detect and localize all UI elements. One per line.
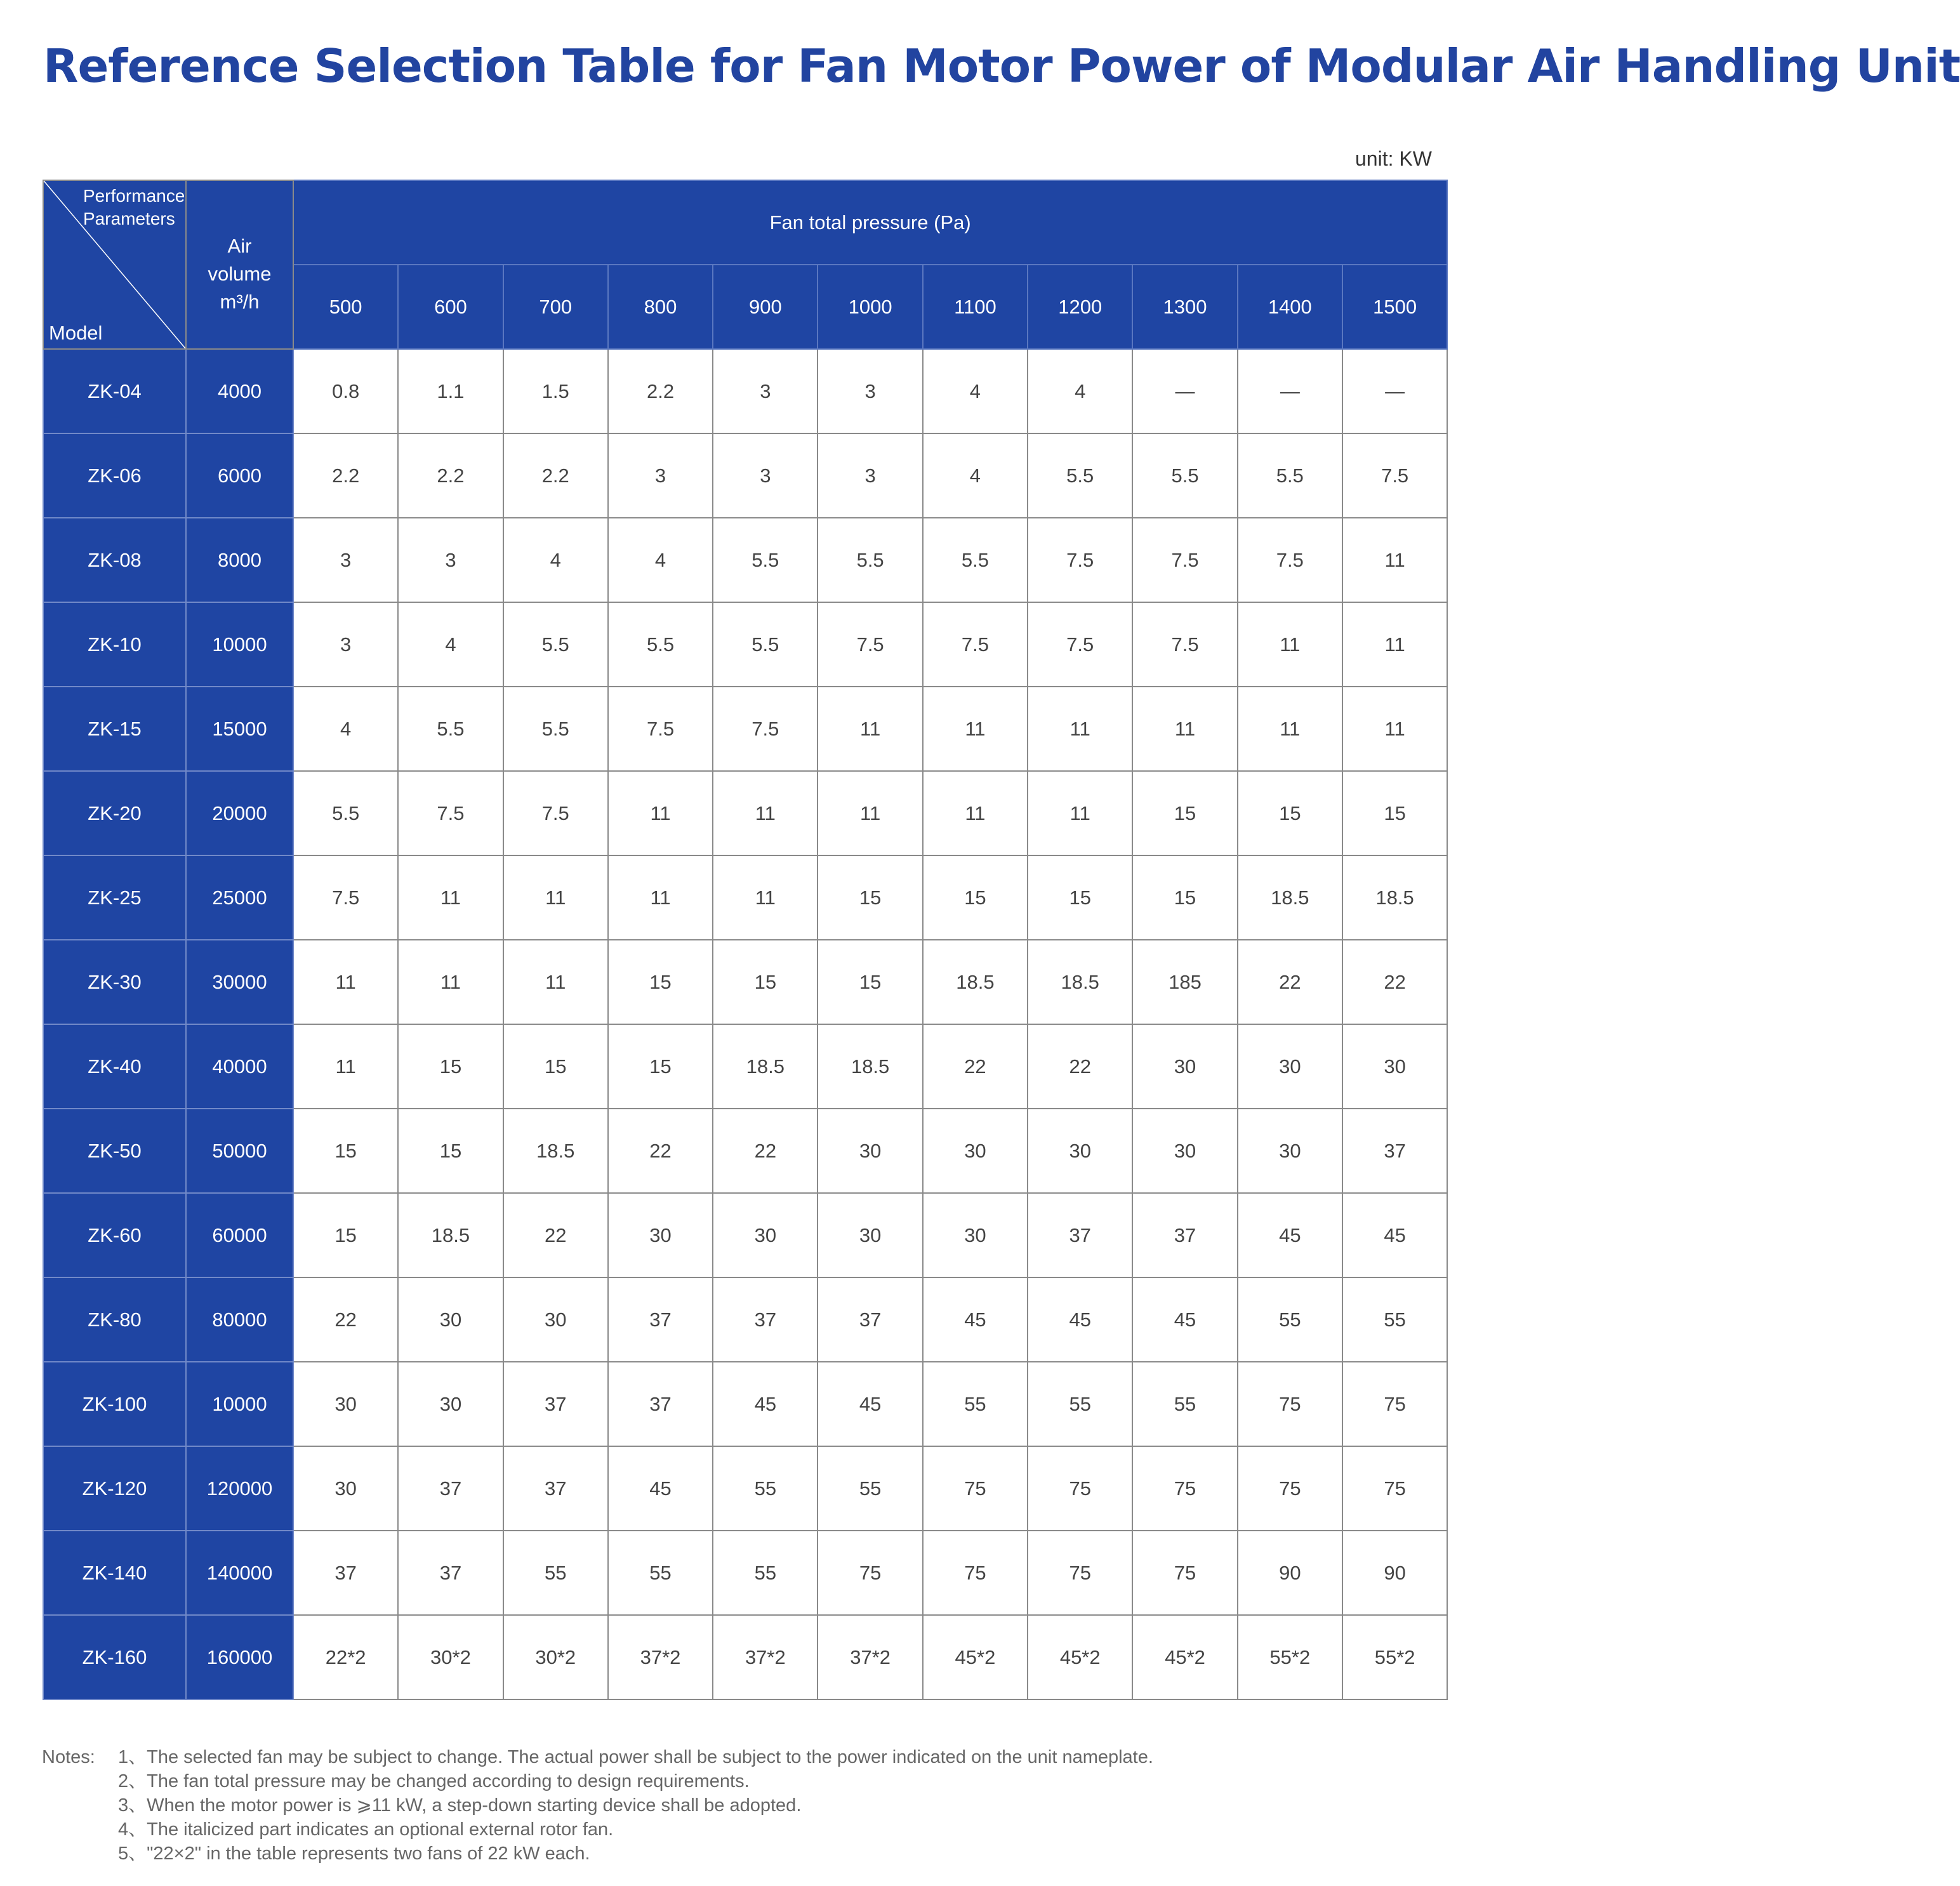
air-volume-cell: 10000 [186,602,293,687]
model-cell: ZK-25 [43,855,186,940]
power-cell: 22 [293,1277,398,1362]
power-cell: 55 [1342,1277,1447,1362]
power-cell: 18.5 [503,1109,608,1193]
power-cell: 30*2 [398,1615,503,1699]
table-row [43,940,1447,1024]
power-cell: 30 [1238,1024,1342,1109]
model-cell: ZK-30 [43,940,186,1024]
power-cell: 4 [398,602,503,687]
air-volume-cell: 10000 [186,1362,293,1446]
power-cell: 11 [608,855,713,940]
power-cell: 11 [1342,602,1447,687]
power-cell: 11 [818,687,922,771]
power-cell: 7.5 [1132,602,1237,687]
power-cell: 3 [293,602,398,687]
power-cell: 55 [503,1531,608,1615]
power-cell: 7.5 [1342,433,1447,518]
power-cell: 2.2 [503,433,608,518]
table-row [43,1362,1447,1446]
power-cell: 18.5 [713,1024,818,1109]
power-cell: 55 [1132,1362,1237,1446]
table-row [43,1615,1447,1699]
power-cell: 55 [1028,1362,1132,1446]
power-cell: — [1342,349,1447,433]
power-cell: 2.2 [293,433,398,518]
page-title: Reference Selection Table for Fan Motor Power of Modular Air Handling Unit [43,39,1960,93]
power-cell: 11 [713,771,818,855]
table-row [43,1446,1447,1531]
corner-header-cell [43,180,186,349]
air-volume-cell: 120000 [186,1446,293,1531]
air-volume-cell: 50000 [186,1109,293,1193]
table-row [43,1024,1447,1109]
power-cell: 37 [1028,1193,1132,1277]
power-cell: 55*2 [1342,1615,1447,1699]
power-cell: 11 [1238,687,1342,771]
model-cell: ZK-160 [43,1615,186,1699]
power-cell: 75 [1028,1446,1132,1531]
pressure-col-header: 1200 [1028,265,1132,349]
table-row [43,518,1447,602]
power-cell: 30 [398,1362,503,1446]
power-cell: 75 [1238,1362,1342,1446]
power-cell: 4 [293,687,398,771]
model-cell: ZK-10 [43,602,186,687]
power-cell: 15 [1132,855,1237,940]
table-row [43,687,1447,771]
power-cell: 7.5 [923,602,1028,687]
power-cell: 30 [398,1277,503,1362]
power-cell: 7.5 [818,602,922,687]
selection-table [43,180,1448,1700]
power-cell: 5.5 [1028,433,1132,518]
power-cell: 4 [1028,349,1132,433]
power-cell: 7.5 [1028,602,1132,687]
corner-performance-label: Performance Parameters [83,186,185,228]
power-cell: 11 [608,771,713,855]
model-cell: ZK-100 [43,1362,186,1446]
power-cell: 2.2 [398,433,503,518]
power-cell: 5.5 [818,518,922,602]
power-cell: 11 [1342,687,1447,771]
notes-label: Notes: [42,1747,95,1767]
model-cell: ZK-120 [43,1446,186,1531]
power-cell: 3 [818,349,922,433]
unit-label: unit: KW [1355,147,1432,170]
power-cell: 37 [713,1277,818,1362]
power-cell: 5.5 [608,602,713,687]
power-cell: 75 [1342,1446,1447,1531]
model-cell: ZK-04 [43,349,186,433]
pressure-col-header: 1300 [1132,265,1237,349]
power-cell: 15 [503,1024,608,1109]
power-cell: 5.5 [398,687,503,771]
power-cell: 55 [818,1446,922,1531]
power-cell: 18.5 [818,1024,922,1109]
power-cell: 45 [923,1277,1028,1362]
power-cell: 7.5 [713,687,818,771]
table-row [43,602,1447,687]
power-cell: 7.5 [293,855,398,940]
air-volume-cell: 20000 [186,771,293,855]
power-cell: 45 [1238,1193,1342,1277]
power-cell: 15 [923,855,1028,940]
power-cell: 37*2 [608,1615,713,1699]
power-cell: 3 [713,433,818,518]
power-cell: 11 [293,1024,398,1109]
power-cell: 11 [923,771,1028,855]
power-cell: 11 [923,687,1028,771]
power-cell: 7.5 [1028,518,1132,602]
model-cell: ZK-140 [43,1531,186,1615]
power-cell: 30 [818,1109,922,1193]
power-cell: 15 [608,940,713,1024]
power-cell: 15 [818,855,922,940]
power-cell: 37 [608,1362,713,1446]
power-cell: 37 [293,1531,398,1615]
air-volume-cell: 15000 [186,687,293,771]
power-cell: 30 [503,1277,608,1362]
note-item: 4、The italicized part indicates an optional external rotor fan. [118,1819,614,1840]
power-cell: 45 [608,1446,713,1531]
power-cell: 11 [503,855,608,940]
power-cell: 30 [818,1193,922,1277]
model-cell: ZK-20 [43,771,186,855]
power-cell: 45*2 [1132,1615,1237,1699]
note-item: 1、The selected fan may be subject to change. The actual power shall be subject to the power indicated on the unit nameplate. [118,1747,1153,1767]
pressure-col-header: 1100 [923,265,1028,349]
power-cell: 37 [398,1531,503,1615]
note-item: 2、The fan total pressure may be changed according to design requirements. [118,1771,750,1791]
power-cell: 3 [713,349,818,433]
power-cell: 22*2 [293,1615,398,1699]
air-volume-cell: 160000 [186,1615,293,1699]
power-cell: 15 [1028,855,1132,940]
power-cell: 75 [1132,1531,1237,1615]
power-cell: 90 [1238,1531,1342,1615]
power-cell: — [1132,349,1237,433]
power-cell: 75 [923,1531,1028,1615]
power-cell: 22 [713,1109,818,1193]
power-cell: 5.5 [1238,433,1342,518]
power-cell: 1.5 [503,349,608,433]
pressure-col-header: 1500 [1342,265,1447,349]
power-cell: 11 [818,771,922,855]
power-cell: 45 [713,1362,818,1446]
table-row [43,771,1447,855]
power-cell: 11 [398,855,503,940]
power-cell: 30 [923,1193,1028,1277]
table-body [43,349,1447,1699]
pressure-col-header: 900 [713,265,818,349]
model-cell: ZK-80 [43,1277,186,1362]
power-cell: 30 [608,1193,713,1277]
pressure-col-header: 800 [608,265,713,349]
table-row [43,1277,1447,1362]
power-cell: 45*2 [923,1615,1028,1699]
power-cell: 30 [293,1446,398,1531]
power-cell: 22 [1028,1024,1132,1109]
power-cell: 5.5 [293,771,398,855]
table-row [43,1193,1447,1277]
table-row [43,1531,1447,1615]
power-cell: 30 [1028,1109,1132,1193]
power-cell: 22 [503,1193,608,1277]
air-volume-cell: 4000 [186,349,293,433]
power-cell: 37*2 [713,1615,818,1699]
note-item: 3、When the motor power is ⩾11 kW, a step-down starting device shall be adopted. [118,1795,802,1816]
power-cell: 15 [398,1024,503,1109]
power-cell: 1.1 [398,349,503,433]
power-cell: 5.5 [713,602,818,687]
pressure-col-header: 500 [293,265,398,349]
power-cell: 15 [1132,771,1237,855]
corner-model-label: Model [49,322,103,344]
power-cell: 37 [608,1277,713,1362]
power-cell: 55 [713,1446,818,1531]
power-cell: 30 [1238,1109,1342,1193]
power-cell: 11 [293,940,398,1024]
power-cell: 30*2 [503,1615,608,1699]
power-cell: 45 [818,1362,922,1446]
power-cell: 45*2 [1028,1615,1132,1699]
power-cell: 11 [503,940,608,1024]
air-volume-cell: 60000 [186,1193,293,1277]
power-cell: 22 [1238,940,1342,1024]
power-cell: 18.5 [923,940,1028,1024]
power-cell: 15 [1238,771,1342,855]
power-cell: 37 [1132,1193,1237,1277]
power-cell: 18.5 [1028,940,1132,1024]
power-cell: 18.5 [398,1193,503,1277]
model-cell: ZK-08 [43,518,186,602]
pressure-col-header: 1000 [818,265,922,349]
power-cell: 75 [923,1446,1028,1531]
power-cell: 5.5 [923,518,1028,602]
model-cell: ZK-06 [43,433,186,518]
power-cell: 15 [293,1109,398,1193]
notes-list [118,1745,1153,1866]
power-cell: 11 [1028,771,1132,855]
power-cell: 5.5 [713,518,818,602]
power-cell: 11 [713,855,818,940]
power-cell: 30 [713,1193,818,1277]
pressure-col-header: 700 [503,265,608,349]
power-cell: 5.5 [503,602,608,687]
power-cell: 55 [608,1531,713,1615]
power-cell: 11 [1132,687,1237,771]
power-cell: 75 [818,1531,922,1615]
power-cell: 18.5 [1342,855,1447,940]
power-cell: 4 [608,518,713,602]
power-cell: 37 [1342,1109,1447,1193]
power-cell: — [1238,349,1342,433]
power-cell: 15 [608,1024,713,1109]
power-cell: 30 [293,1362,398,1446]
power-cell: 45 [1342,1193,1447,1277]
power-cell: 15 [713,940,818,1024]
power-cell: 75 [1132,1446,1237,1531]
power-cell: 75 [1342,1362,1447,1446]
power-cell: 5.5 [1132,433,1237,518]
power-cell: 90 [1342,1531,1447,1615]
model-cell: ZK-40 [43,1024,186,1109]
air-volume-cell: 8000 [186,518,293,602]
power-cell: 4 [923,433,1028,518]
power-cell: 18.5 [1238,855,1342,940]
power-cell: 30 [1132,1109,1237,1193]
air-volume-cell: 40000 [186,1024,293,1109]
power-cell: 15 [293,1193,398,1277]
power-cell: 3 [818,433,922,518]
power-cell: 37 [503,1362,608,1446]
power-cell: 55*2 [1238,1615,1342,1699]
power-cell: 185 [1132,940,1237,1024]
power-cell: 4 [923,349,1028,433]
power-cell: 11 [1028,687,1132,771]
power-cell: 75 [1028,1531,1132,1615]
power-cell: 55 [1238,1277,1342,1362]
table-row [43,1109,1447,1193]
air-volume-cell: 80000 [186,1277,293,1362]
power-cell: 37*2 [818,1615,922,1699]
power-cell: 37 [818,1277,922,1362]
power-cell: 3 [398,518,503,602]
power-cell: 7.5 [398,771,503,855]
power-cell: 7.5 [608,687,713,771]
power-cell: 37 [503,1446,608,1531]
power-cell: 30 [1132,1024,1237,1109]
pressure-col-header: 1400 [1238,265,1342,349]
power-cell: 55 [923,1362,1028,1446]
model-cell: ZK-50 [43,1109,186,1193]
power-cell: 30 [1342,1024,1447,1109]
table-row [43,349,1447,433]
air-volume-cell: 6000 [186,433,293,518]
air-volume-cell: 30000 [186,940,293,1024]
power-cell: 7.5 [1132,518,1237,602]
pressure-header: Fan total pressure (Pa) [293,180,1447,265]
power-cell: 0.8 [293,349,398,433]
power-cell: 45 [1028,1277,1132,1362]
power-cell: 22 [923,1024,1028,1109]
model-cell: ZK-60 [43,1193,186,1277]
power-cell: 11 [1238,602,1342,687]
power-cell: 5.5 [503,687,608,771]
power-cell: 15 [398,1109,503,1193]
power-cell: 11 [1342,518,1447,602]
air-volume-header: Air volume m³/h [186,180,293,349]
power-cell: 75 [1238,1446,1342,1531]
power-cell: 7.5 [503,771,608,855]
power-cell: 7.5 [1238,518,1342,602]
power-cell: 15 [818,940,922,1024]
note-item: 5、"22×2" in the table represents two fans of 22 kW each. [118,1843,590,1864]
power-cell: 15 [1342,771,1447,855]
power-cell: 55 [713,1531,818,1615]
power-cell: 45 [1132,1277,1237,1362]
power-cell: 3 [293,518,398,602]
pressure-col-header: 600 [398,265,503,349]
power-cell: 2.2 [608,349,713,433]
power-cell: 30 [923,1109,1028,1193]
power-cell: 4 [503,518,608,602]
power-cell: 22 [608,1109,713,1193]
power-cell: 37 [398,1446,503,1531]
table-row [43,855,1447,940]
model-cell: ZK-15 [43,687,186,771]
table-row [43,433,1447,518]
power-cell: 11 [398,940,503,1024]
power-cell: 3 [608,433,713,518]
air-volume-cell: 140000 [186,1531,293,1615]
power-cell: 22 [1342,940,1447,1024]
air-volume-cell: 25000 [186,855,293,940]
